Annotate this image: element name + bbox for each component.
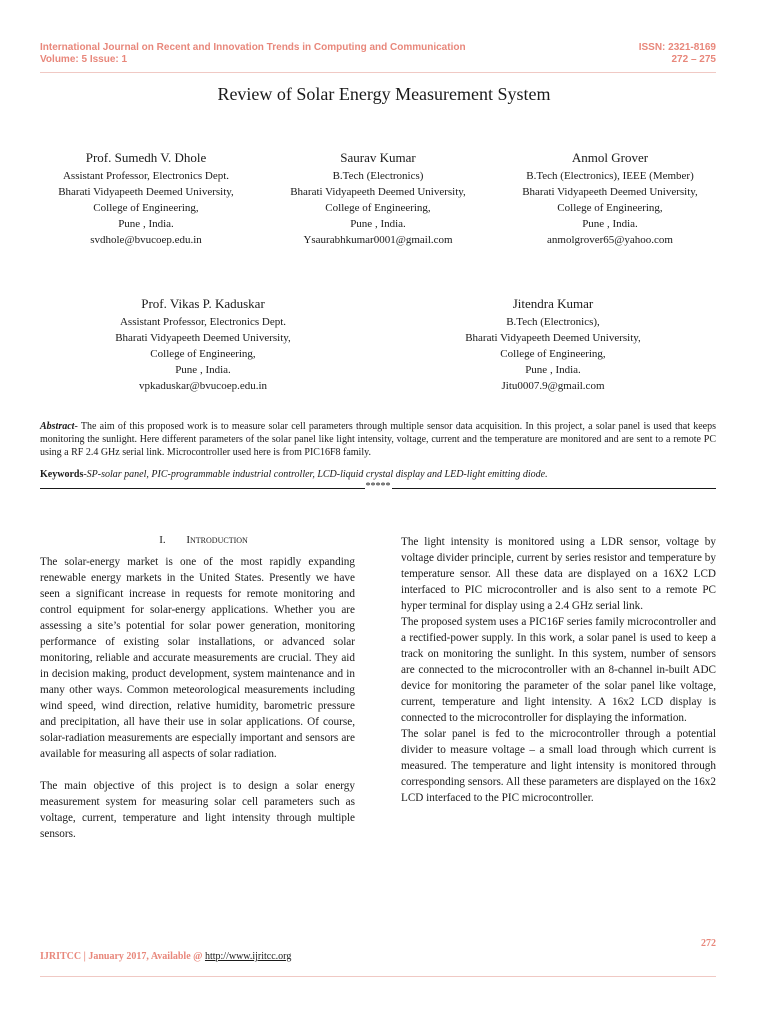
author-line: Pune , India. [175, 364, 231, 376]
abstract [40, 420, 716, 459]
author-name: Saurav Kumar [340, 150, 416, 165]
journal-issn-block [639, 42, 716, 66]
author-line: College of Engineering, [150, 348, 256, 360]
page-range: 272 – 275 [671, 54, 716, 65]
footer-text [40, 951, 291, 962]
author-line: College of Engineering, [500, 348, 606, 360]
author-name: Prof. Sumedh V. Dhole [85, 150, 207, 165]
footer-link[interactable]: http://www.ijritcc.org [204, 951, 292, 962]
author-block [262, 148, 494, 248]
author-line: College of Engineering, [93, 202, 199, 214]
author-email: vpkaduskar@bvucoep.edu.in [138, 380, 268, 392]
separator-stars: ***** [365, 481, 391, 492]
author-name: Anmol Grover [571, 150, 649, 165]
footer-divider [40, 976, 716, 977]
author-block [428, 294, 678, 394]
left-column [40, 554, 355, 842]
author-line: Assistant Professor, Electronics Dept. [119, 316, 287, 328]
author-email: Ysaurabhkumar0001@gmail.com [303, 234, 453, 246]
separator-line [40, 488, 365, 489]
section-title: Introduction [186, 534, 248, 546]
journal-header [40, 42, 466, 66]
paragraph: The solar panel is fed to the microcontroller through a potential divider to measure voltage – a small load through which current is measured. The temperature and light intensity is monitored through corresponding sensors. All these parameters are displayed on the 16x2 LCD interfaced to the PIC microcontroller. [401, 728, 716, 804]
author-email: svdhole@bvucoep.edu.in [90, 234, 202, 246]
author-name: Prof. Vikas P. Kaduskar [141, 296, 265, 311]
author-line: College of Engineering, [325, 202, 431, 214]
author-line: Bharati Vidyapeeth Deemed University, [115, 332, 291, 344]
author-name: Jitendra Kumar [512, 296, 594, 311]
author-line: B.Tech (Electronics) [332, 170, 424, 182]
author-line: Bharati Vidyapeeth Deemed University, [465, 332, 641, 344]
author-line: Assistant Professor, Electronics Dept. [62, 170, 230, 182]
author-line: Bharati Vidyapeeth Deemed University, [290, 186, 466, 198]
separator-line [392, 488, 717, 489]
abstract-label: Abstract [40, 421, 75, 432]
author-email: anmolgrover65@yahoo.com [547, 234, 673, 246]
author-line: Bharati Vidyapeeth Deemed University, [58, 186, 234, 198]
abstract-text: - The aim of this proposed work is to measure solar cell parameters through multiple sensor data acquisition. In this project, a solar panel is used that keeps monitoring the sunlight. Here different parameters of the solar panel like light intensity, voltage, current and the temperature are monitored and are sent to a remote PC using a RF 2.4 GHz serial link. Microcontroller used here is from PIC16F8 family. [40, 421, 716, 458]
author-line: B.Tech (Electronics), [506, 316, 600, 328]
keywords-label: Keywords [40, 469, 84, 480]
page-number: 272 [701, 938, 716, 949]
author-block [30, 148, 262, 248]
section-heading [40, 534, 367, 546]
issn: ISSN: 2321-8169 [638, 42, 716, 53]
author-block [494, 148, 726, 248]
paper-title: Review of Solar Energy Measurement System [217, 84, 551, 104]
author-line: College of Engineering, [557, 202, 663, 214]
keywords [40, 468, 716, 482]
author-line: Pune , India. [118, 218, 174, 230]
header-divider [40, 72, 716, 73]
paragraph: The proposed system uses a PIC16F series family microcontroller and a rectified-power supply. In this work, a solar panel is used to keep a track on monitoring the sunlight. In this system, number of sensors are connected to the microcontroller with an 8-channel in-built ADC device for monitoring the parameter of the solar panel like voltage, current, temperature and light intensity. A 16x2 LCD display is connected to the microcontroller for displaying the information. [401, 616, 716, 724]
author-line: Pune , India. [350, 218, 406, 230]
author-block [78, 294, 328, 394]
author-line: Pune , India. [525, 364, 581, 376]
author-line: Bharati Vidyapeeth Deemed University, [522, 186, 698, 198]
journal-volume: Volume: 5 Issue: 1 [40, 54, 128, 65]
paragraph: The main objective of this project is to design a solar energy measurement system for measuring solar cell parameters such as voltage, current, temperature and light intensity through multiple sensors. [40, 780, 355, 840]
separator [40, 481, 716, 493]
paragraph: The solar-energy market is one of the most rapidly expanding renewable energy markets in the United States. Presently we have seen a significant increase in requests for remote monitoring and control equipment for solar-energy applications. Whether you are assessing a site’s potential for solar power generation, monitoring performance of existing solar installations, or advanced solar monitoring, reliable and accurate measurements are crucial. They aid in decision making, product development, system maintenance and in many other ways. Common meteorological measurements including wind speed, wind direction, relative humidity, barometric pressure and precipitation, all have their use in solar applications. Of course, solar-radiation measurements are especially important and sensors are available for measuring all aspects of solar radiation. [40, 556, 355, 760]
journal-title: International Journal on Recent and Innovation Trends in Computing and Communication [40, 42, 466, 53]
author-line: Pune , India. [582, 218, 638, 230]
paragraph: The light intensity is monitored using a LDR sensor, voltage by voltage divider principle, current by series resistor and temperature by temperature sensor. All these data are displayed on a 16X2 LCD interfaced to PIC microcontroller and is also sent to a remote PC hyper terminal for display using a 2.4 GHz serial link. [401, 536, 716, 612]
section-number: I. [159, 534, 166, 546]
author-line: B.Tech (Electronics), IEEE (Member) [526, 170, 694, 182]
keywords-text: -SP-solar panel, PIC-programmable industrial controller, LCD-liquid crystal display and LED-light emitting diode. [83, 469, 548, 480]
right-column [401, 534, 716, 806]
footer-label: IJRITCC | January 2017, Available @ [40, 951, 205, 962]
author-email: Jitu0007.9@gmail.com [501, 380, 605, 392]
